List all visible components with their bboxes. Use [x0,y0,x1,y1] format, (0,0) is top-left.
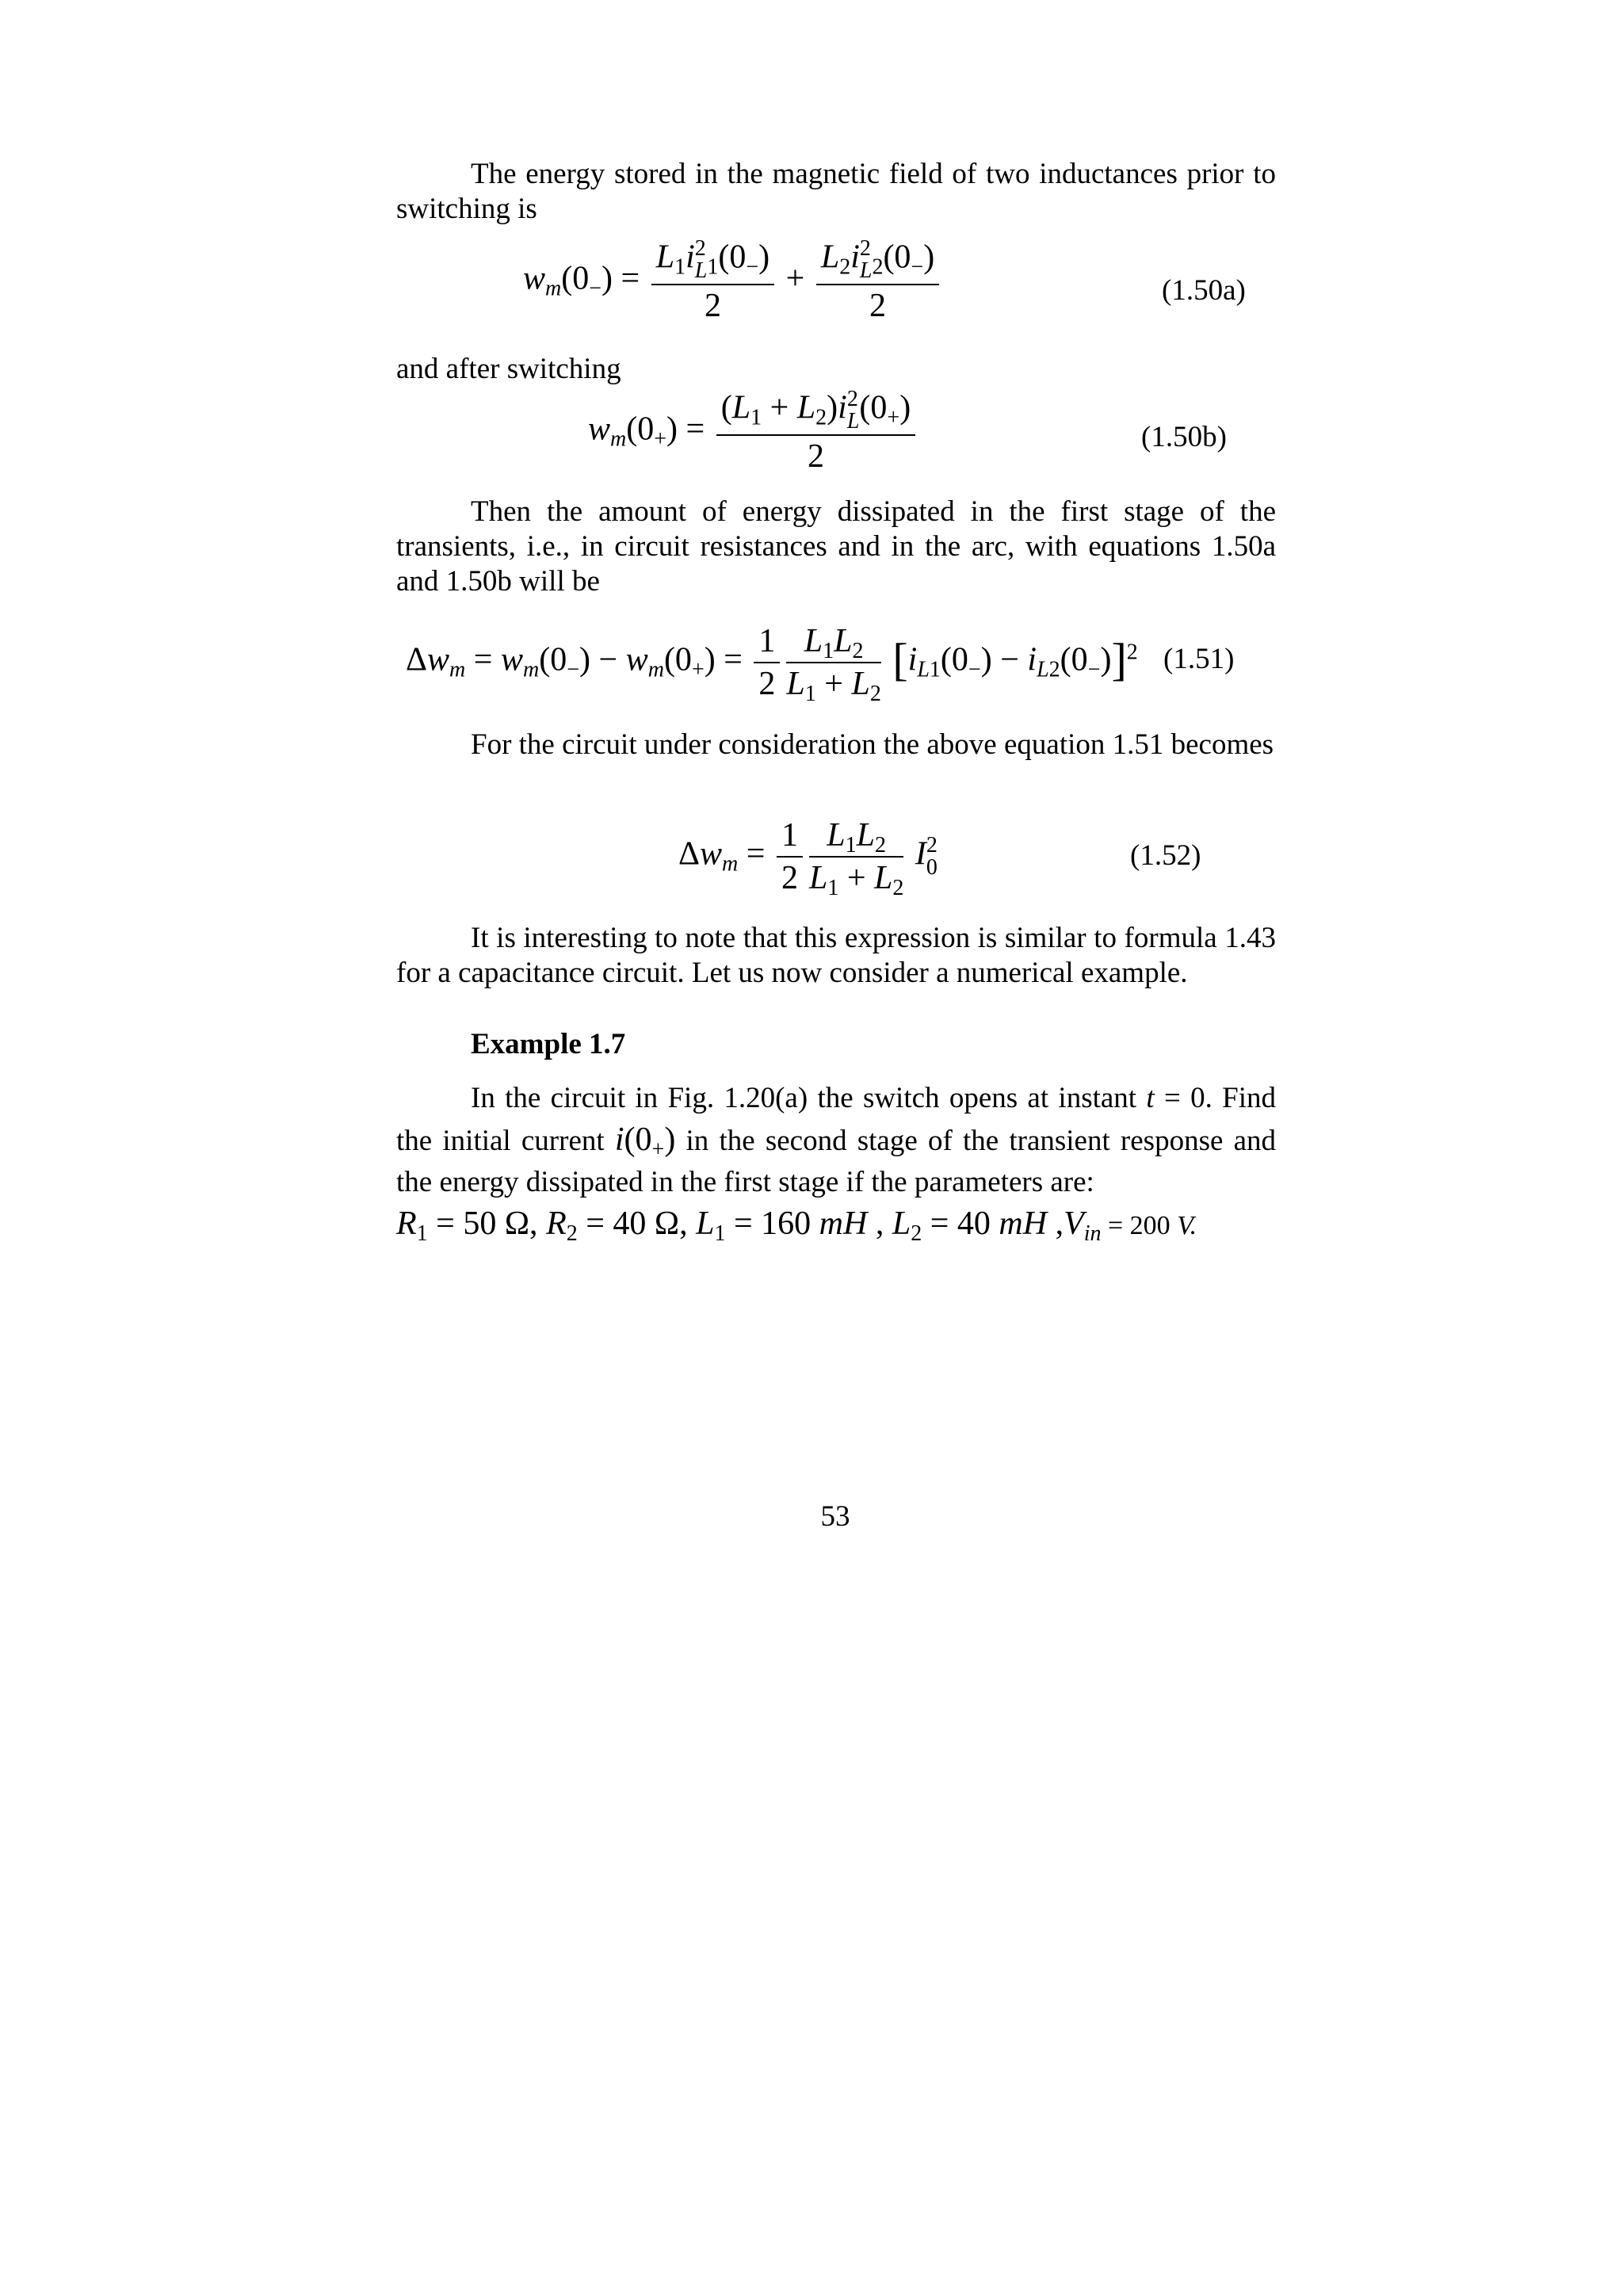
equation-1-52: $\Delta w_m$ = $\frac{1}{2}$ $\frac{L_1L_2}{L_1 + L_2}$ I 2 0 [678,817,938,900]
paragraph-interesting-note: It is interesting to note that this expression is similar to formula 1.43 for a capacitance circuit. Let us now consider a numerical example. [396,922,1276,989]
example-time-variable: t [1146,1082,1155,1114]
equation-1-51: $\Delta w_m = w_m(0_-) - w_m(0_+)$ = $\frac{1}{2}$ $\frac{L_1L_2}{L_1 + L_2}$ $[i_{L1}(0_-) - i_{L2}(0_-)]^2$ [406,623,1138,706]
example-text-part-3: in the second stage of the transient response and the energy dissipated in the first stage if the parameters are: [396,1125,1276,1198]
equation-number-1-51: (1.51) [1163,643,1235,675]
example-text-part-1: In the circuit in Fig. 1.20(a) the switch opens at instant [471,1082,1147,1114]
equation-1-50a: $w_m(0_-)$ = $L_1i$ 2 L $_1(0_-)$ 2 + $L_2i$ 2 L $_2(0_-)$ 2 [523,238,942,325]
inline-initial-current: i [614,1121,624,1158]
parameter-list: $R_1 = 50$ Ω, $R_2 = 40$ Ω, $L_1 = 160$ mH , $L_2 = 40$ mH $,V_{in}$ [396,1205,1102,1246]
paragraph-after-switching: and after switching [396,353,621,385]
equation-number-1-50a: (1.50a) [1162,274,1246,307]
paragraph-energy-dissipated: Then the amount of energy dissipated in the first stage of the transients, i.e., in circuit resistances and in the arc, with equations 1.50a and 1.50b will be [396,495,1276,598]
paragraph-example-statement: In the circuit in Fig. 1.20(a) the switch opens at instant t = 0. Find the initial current $i(0_+)$ in the second stage of the transient response and the energy dissipated in the first stage if the parameters are: $R_1 = 50$ Ω, $R_2 = 40$ Ω, $L_1 = 160$ mH , $L_2 = 40$ mH $,V_{in} = 200$ V. [396,1082,1276,1246]
example-text-part-2: = 0. Find the initial current [396,1082,1276,1157]
paragraph-circuit-consideration: For the circuit under consideration the above equation 1.51 becomes [471,728,1274,761]
example-heading: Example 1.7 [471,1028,626,1060]
page-number: 53 [820,1500,850,1533]
equation-1-50b: $w_m(0_+)$ = $(L_1 + L_2)i$ 2 L $(0_+)$ 2 [588,388,918,476]
equation-number-1-52: (1.52) [1130,839,1201,872]
equation-number-1-50b: (1.50b) [1141,421,1227,453]
paragraph-energy-prior: The energy stored in the magnetic field of two inductances prior to switching is [396,158,1276,225]
